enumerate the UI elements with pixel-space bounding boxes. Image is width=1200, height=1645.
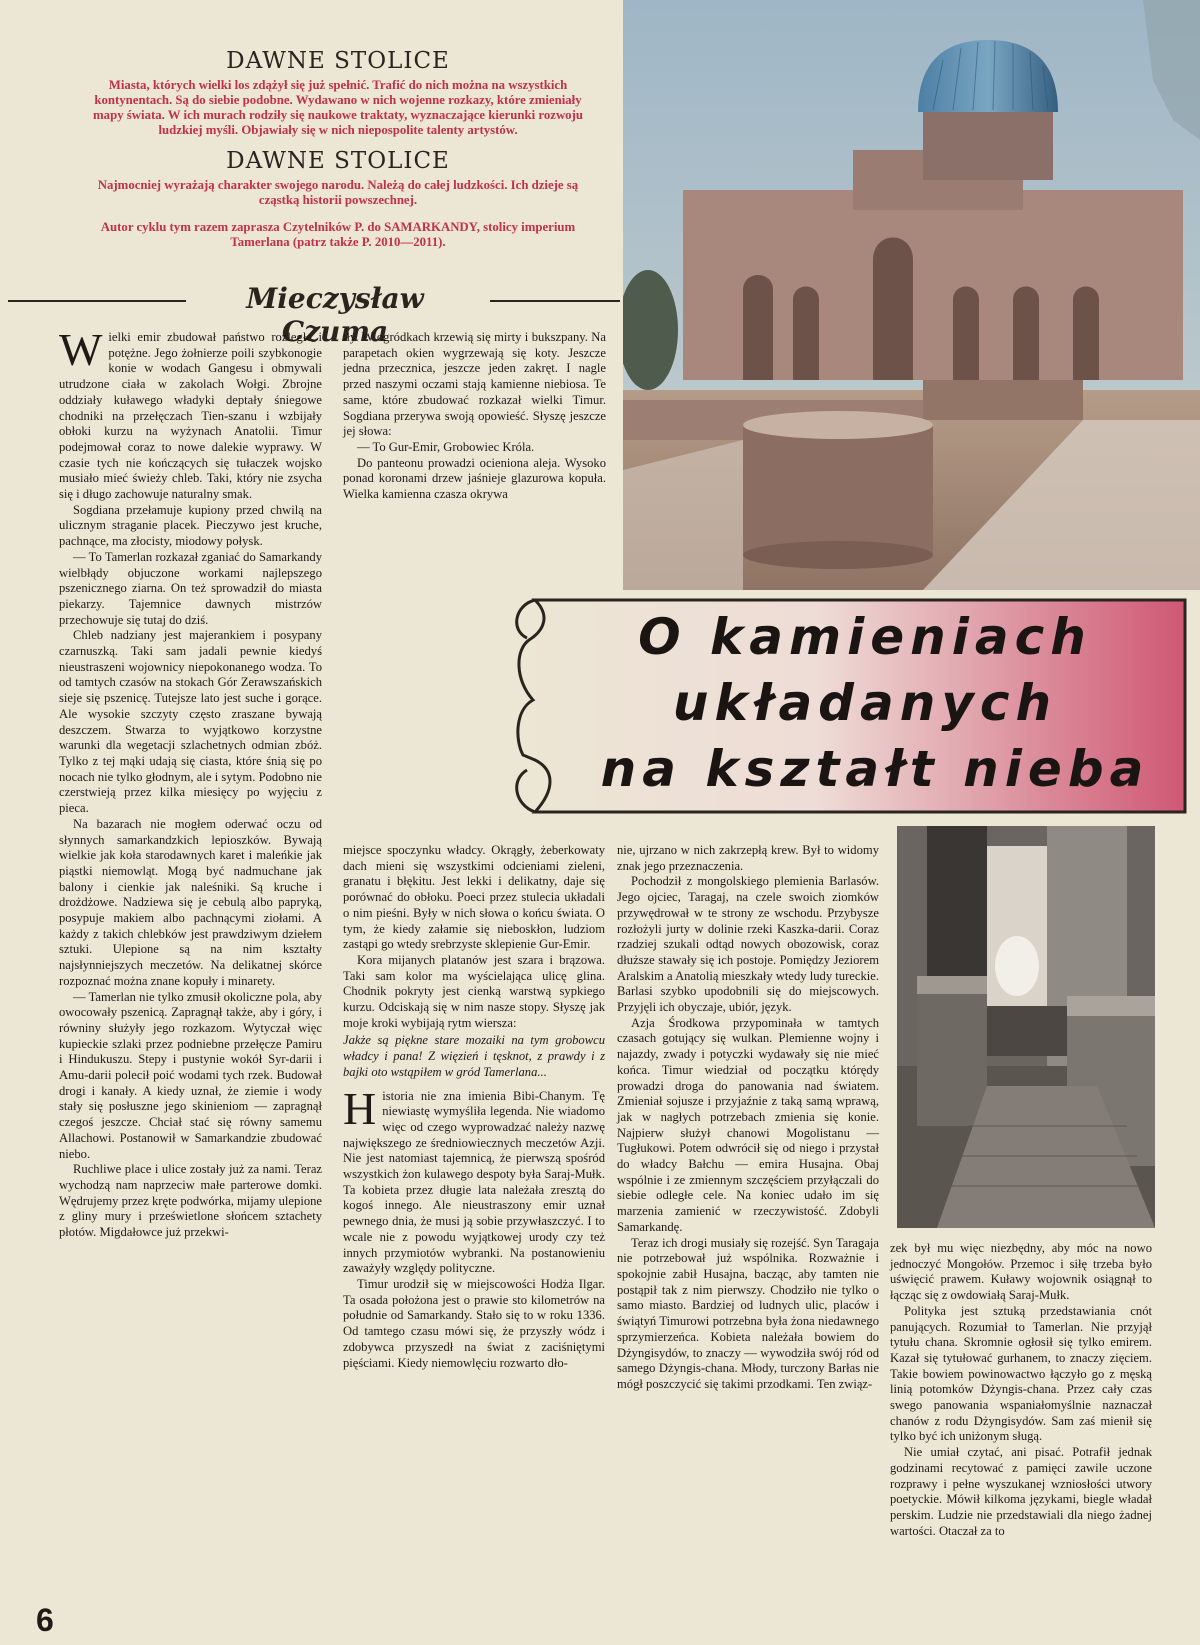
series-intro: Miasta, których wielki los zdążył się już spełnić. Trafić do nich można na wszystkich kontynentach. Są do siebie podobne. Wydawano w nich wojenne rozkazy, które zmieniały mapy świata. W ich murach rodziły się naukowe traktaty, wyznaczające kierunki rozwoju ludzkiej myśli. Objawiały się w nich niepospolite talenty artystów. [93,78,583,137]
text-column-4 [617,843,879,1623]
page-number: 6 [36,1602,54,1638]
paragraph-6: — Tamerlan nie tylko zmusił okoliczne pola, aby owocowały pszenicą. Zapragnął także, aby i góry, i równiny służyły jego rozkazom. Wytyczał więc kupieckie szlaki przez podniebne przełęcze Pamiru i Hindukuszu. Stepy i pustynie wokół Syr-darii i Amu-darii polecił poić wodami tych rzek. Budował drogi i kanały. A kiedy uznał, że ziemie i wody stały się posłuszne jego skinieniom — zapragnął czegoś jeszcze. Chciał stać się równy samemu Allachowi. Postanowił w Samarkandzie zbudować niebo. [59,989,322,1161]
paragraph-20: Polityka jest sztuką przedstawiania cnót panujących. Rozumiał to Tamerlan. Nie przyjął tytułu chana. Skromnie ogłosił się tylko emirem. Kazał się tytułować gurhanem, to znaczy zięciem. Takie bowiem powinowactwo łączyło go z męską linią potomków Dżyngis-chana. Przez cały czas swego panowania wspaniałomyślnie naznaczał chanów z rodu Dżyngisydów. Sam zaś mienił się tylko być ich uniżonym sługą. [890,1303,1152,1444]
author-rule-left [8,300,186,302]
gur-emir-photo [623,0,1200,590]
paragraph-15: nie, ujrzano w nich zakrzepłą krew. Był to widomy znak jego przeznaczenia. [617,843,879,873]
paragraph-12: Kora mijanych platanów jest szara i brązowa. Taki sam kolor ma wyścielająca ulicę glina. Chodnik pokryty jest cienką warstwą sypkiego kurzu. Odciskają się w nim nasze stopy. Słyszę jak moje kroki wybijają rytm wiersza: [343,952,605,1030]
headline-line-1: O kamieniach [638,608,1092,666]
tomb-interior-photo [897,826,1155,1228]
paragraph-10: Do panteonu prowadzi ocieniona aleja. Wysoko ponad koronami drzew jaśnieje glazurowa kopuła. Wielka kamienna czasza okrywa [343,455,606,502]
paragraph-14: Timur urodził się w miejscowości Hodża Ilgar. Ta osada położona jest o prawie sto kilometrów na południe od Samarkandy. Stało się to w roku 1336. Od tamtego czasu mówi się, że przyszły wódz i zdobywca przyszedł na świat z zaciśniętymi pięściami. Kiedy niemowlęciu rozwarto dło- [343,1276,605,1370]
paragraph-17: Azja Środkowa przypominała w tamtych czasach gotujący się wulkan. Plemienne wojny i najazdy, zwady i potyczki wydawały się nie mieć końca. Timur wiedział od początku którędy prowadzi droga do panowania nad światem. Zmieniał sojusze i przyjaźnie z taką samą wprawą, jak w nagłych potrzebach zmienia się konie. Najpierw służył chanowi Mogolistanu — Tugłukowi. Potem odwrócił się od niego i przystał do władcy Bałchu — emira Husajna. Obaj wspólnie i ze zmiennym szczęściem przyłączali do siebie odległe cele. Na koniec udało im się marzenia zamienić w rzeczywistość. Zdobyli Samarkandę. [617,1015,879,1234]
author-rule-right [490,300,620,302]
text-column-2 [343,330,606,585]
paragraph-2: Sogdiana przełamuje kupiony przed chwilą na ulicznym straganie placek. Pieczywo jest kruche, pachnące, ma złocisty, miodowy połysk. [59,502,322,549]
series-title: DAWNE STOLICE [226,48,450,74]
paragraph-5: Na bazarach nie mogłem oderwać oczu od słynnych samarkandzkich lepioszków. Bywają wielkie jak koła starodawnych karet i maleńkie jak piąstki niemowląt. Mogą być nadmuchane jak balony i cienkie jak naleśniki. Są kruche i drożdżowe. Nadziewa się je cebulą albo papryką, posypuje makiem albo pachnącymi ziołami. A każdy z takich chlebków jest prawdziwym dziełem sztuki. Ulepione są na nim kształty najsłynniejszych meczetów. Na delikatnej skórce rozpoznać można znane kopuły i minarety. [59,816,322,988]
author-byline: Mieczysław Czuma [246,282,424,348]
paragraph-7: Ruchliwe place i ulice zostały już za nami. Teraz wychodzą nam naprzeciw małe parterowe domki. Wędrujemy przez kręte podwórka, mijamy ulepione z gliny mury i prześwietlone słońcem sztachety płotów. Migdałowce już przekwi- [59,1162,322,1240]
series-header [78,48,598,250]
paragraph-16: Pochodził z mongolskiego plemienia Barlasów. Jego ojciec, Taragaj, na czele swoich ziomków przywędrował w te strony ze wschodu. Przybysze rozłożyli jurty w dolinie rzeki Kaszka-darii. Coraz rzadziej szukali odtąd nowych obozowisk, coraz dłuższe stawały się ich postoje. Pomiędzy Jeziorem Aralskim a Anatolią mieszkały wtedy ludy tureckie. Barlasi szybko upodobnili się do miejscowych. Przyjęli ich obyczaje, ubiór, język. [617,874,879,1015]
text-column-1 [59,324,322,1630]
text-column-3 [343,843,605,1623]
paragraph-19: zek był mu więc niezbędny, aby móc na nowo jednoczyć Mongołów. Przemoc i siłę trzeba było uświęcić prawem. Kuławy wojownik osiągnął to łącząc się z owdowiałą Saraj-Mułk. [890,1241,1152,1303]
series-title-2: DAWNE STOLICE [226,148,450,174]
paragraph-4: Chleb nadziany jest majerankiem i posypany czarnuszką. Taki sam jadali pewnie kiedyś nieustraszeni wojownicy niepokonanego wodza. To od tamtych czasów na stokach Gór Zerawszańskich sieje się pszenicę. Tutejsze lato jest suche i gorące. Ale wysokie szczyty często zraszane bywają deszczem. Stwarza to wyjątkowo korzystne warunki dla wegetacji szlachetnych odmian zbóż. Tylko z tej mąki udają się ciasta, które śnią się po nocach nie tylko głodnym, ale i sytym. Podobno nie czerstwieją przez kilka miesięcy po wyjęciu z pieca. [59,628,322,816]
dropcap-h: H [343,1082,377,1134]
paragraph-3: — To Tamerlan rozkazał zganiać do Samarkandy wielbłądy objuczone workami najlepszego pszenicznego ziarna. On też sprowadził do miasta piekarzy. Tajemnice dawnych mistrzów przechowuje się tutaj do dziś. [59,549,322,627]
headline-line-3: na kształt nieba [600,740,1150,798]
headline-line-2: układanych [672,674,1058,732]
paragraph-21: Nie umiał czytać, ani pisać. Potrafił jednak godzinami recytować z pamięci zawile uczone rozprawy i pełne wyszukanej wzniosłości utwory poetyckie. Mówił kilkoma językami, biegle władał perskim. Ludzie nie przedstawiali dla niego żadnej wartości. Otaczał za to [890,1445,1152,1538]
paragraph-9: — To Gur-Emir, Grobowiec Króla. [357,439,535,454]
gur-emir-illustration [623,0,1200,590]
paragraph-1 [59,324,322,503]
text-column-5 [890,1241,1152,1631]
paragraph-1-text: ielki emir zbudował państwo rozległe i potężne. Jego żołnierze poili szybkonogie konie w wodach Gangesu i obmywali utrudzone ciała w zakolach Wołgi. Zbrojne oddziały kuławego władyki deptały śniegowe chodniki na przełęczach Tien-szanu i wzbijały obłoki kurzu na wyżynach Anatolii. Timur podejmował coraz to nowe dalekie wyprawy. W czasie tych nie kończących się tułaczek wojsko musiało mieć świeży chleb. Taki, który nie zsycha się i długo zachowuje naturalny smak. [59,330,322,502]
dropcap-w: W [59,324,103,375]
headline-banner [505,590,1200,820]
series-intro-3: Autor cyklu tym razem zaprasza Czytelników P. do SAMARKANDY, stolicy imperium Tamerlana (patrz także P. 2010—2011). [100,220,576,249]
paragraph-13-text: istoria nie zna imienia Bibi-Chanym. Tę niewiastę wymyśliła legenda. Nie wiadomo więc od czego wyprowadzać należy nazwę największego ze średniowiecznych meczetów Azji. Nie jest natomiast tajemnicą, że pierwszą spośród wszystkich żon kulawego despoty była Saraj-Mułk. Ta kobieta przez długie lata należała zresztą do kogoś innego. Ale nieustraszony emir uznał pewnego dnia, że musi ją sobie przywłaszczyć. I to wcale nie z powodu wyjątkowej urody czy też innych przymiotów wybranki. Na postanowieniu zaważyły względy polityczne. [343,1088,605,1276]
tomb-illustration [897,826,1155,1228]
paragraph-8: tły. W ogródkach krzewią się mirty i bukszpany. Na parapetach okien wygrzewają się koty. Jeszcze jedna przecznica, jeszcze jeden zakręt. I nagle przed naszymi oczami stają kamienne niebiosa. Te same, które zbudować rozkazał wielki Timur. Sogdiana przerywa swoją opowieść. Słyszę jeszcze jej słowa: [343,330,606,439]
paragraph-18: Teraz ich drogi musiały się rozejść. Syn Taragaja nie potrzebował już wspólnika. Rozważnie i spokojnie zabił Husajna, bacząc, aby tamten nie postąpił tak z nim pierwszy. Chodziło nie tylko o samo miasto. Bardziej od ludnych ulic, placów i świątyń Timurowi potrzebna była żona niedawnego sprzymierzeńca. Kobieta należała bowiem do Dżyngisydów, to znaczy — wywodziła swój ród od samego Dżyngis-chana. Młody, turczony Barłas nie mógł poszczycić się takimi przodkami. Ten związ- [617,1235,879,1391]
paragraph-13 [343,1082,605,1277]
paragraph-11: miejsce spoczynku władcy. Okrągły, żeberkowaty dach mieni się wszystkimi odcieniami zieleni, granatu i błękitu. Jest lekki i delikatny, daje się porównać do obłoku. Poeci przez stulecia układali o nim pieśni. Były w nich słowa o końcu świata. O tym, że kiedy załamie się nieboskłon, ludziom zastąpi go wtedy srebrzyste sklepienie Gur-Emir. [343,843,605,952]
series-intro-2: Najmocniej wyrażają charakter swojego narodu. Należą do całej ludzkości. Ich dzieje są cząstką historii powszechnej. [97,178,579,207]
poem-quote: Jakże są piękne stare mozaiki na tym grobowcu władcy i pana! Z więzień i tęsknot, z prawdy i z bajki oto wstąpiłem w gród Tamerlana... [343,1033,605,1079]
